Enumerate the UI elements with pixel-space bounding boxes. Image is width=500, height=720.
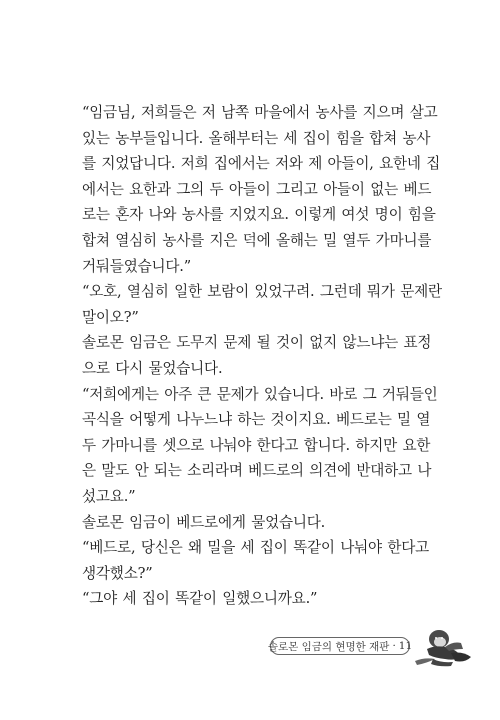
text-line: “그야 세 집이 똑같이 일했으니까요.”	[82, 590, 318, 608]
text-line: 두 가마니를 셋으로 나눠야 한다고 합니다. 하지만 요한	[82, 436, 431, 454]
text-line: 말이오?”	[82, 308, 139, 326]
text-line: 섰고요.”	[82, 487, 136, 505]
text-line: “베드로, 당신은 왜 밀을 세 집이 똑같이 나눠야 한다고	[82, 539, 430, 557]
text-line: 합쳐 열심히 농사를 지은 덕에 올해는 밀 열두 가마니를	[82, 231, 432, 249]
text-line: 솔로몬 임금은 도무지 문제 될 것이 없지 않느냐는 표정	[82, 334, 432, 352]
reading-figure-illustration	[405, 625, 477, 669]
body-text	[82, 100, 442, 612]
text-line: 를 지었답니다. 저희 집에서는 저와 제 아들이, 요한네 집	[82, 155, 441, 173]
text-line: 은 말도 안 되는 소리라며 베드로의 의견에 반대하고 나	[82, 462, 432, 480]
text-line: “임금님, 저희들은 저 남쪽 마을에서 농사를 지으며 살고	[82, 104, 438, 121]
text-line: 거둬들였습니다.”	[82, 257, 191, 275]
running-title: 솔로몬 임금의 현명한 재판	[267, 640, 390, 653]
text-line: 생각했소?”	[82, 564, 153, 582]
text-line: 에서는 요한과 그의 두 아들이 그리고 아들이 없는 베드	[82, 180, 432, 198]
text-line: 으로 다시 물었습니다.	[82, 359, 223, 377]
text-line: 곡식을 어떻게 나누느냐 하는 것이지요. 베드로는 밀 열	[82, 411, 431, 429]
text-line: 솔로몬 임금이 베드로에게 물었습니다.	[82, 513, 326, 531]
running-title-tab	[267, 637, 413, 655]
page-number: 11	[398, 640, 413, 652]
text-line: “저희에게는 아주 큰 문제가 있습니다. 바로 그 거둬들인	[82, 385, 438, 403]
text-line: 로는 혼자 나와 농사를 지었지요. 이렇게 여섯 명이 힘을	[82, 206, 436, 224]
page-footer	[267, 625, 480, 669]
text-line: 있는 농부들입니다. 올해부터는 세 집이 힘을 합쳐 농사	[82, 129, 431, 147]
title-separator: ·	[392, 640, 396, 652]
text-line: “오호, 열심히 일한 보람이 있었구려. 그런데 뭐가 문제란	[82, 283, 442, 301]
